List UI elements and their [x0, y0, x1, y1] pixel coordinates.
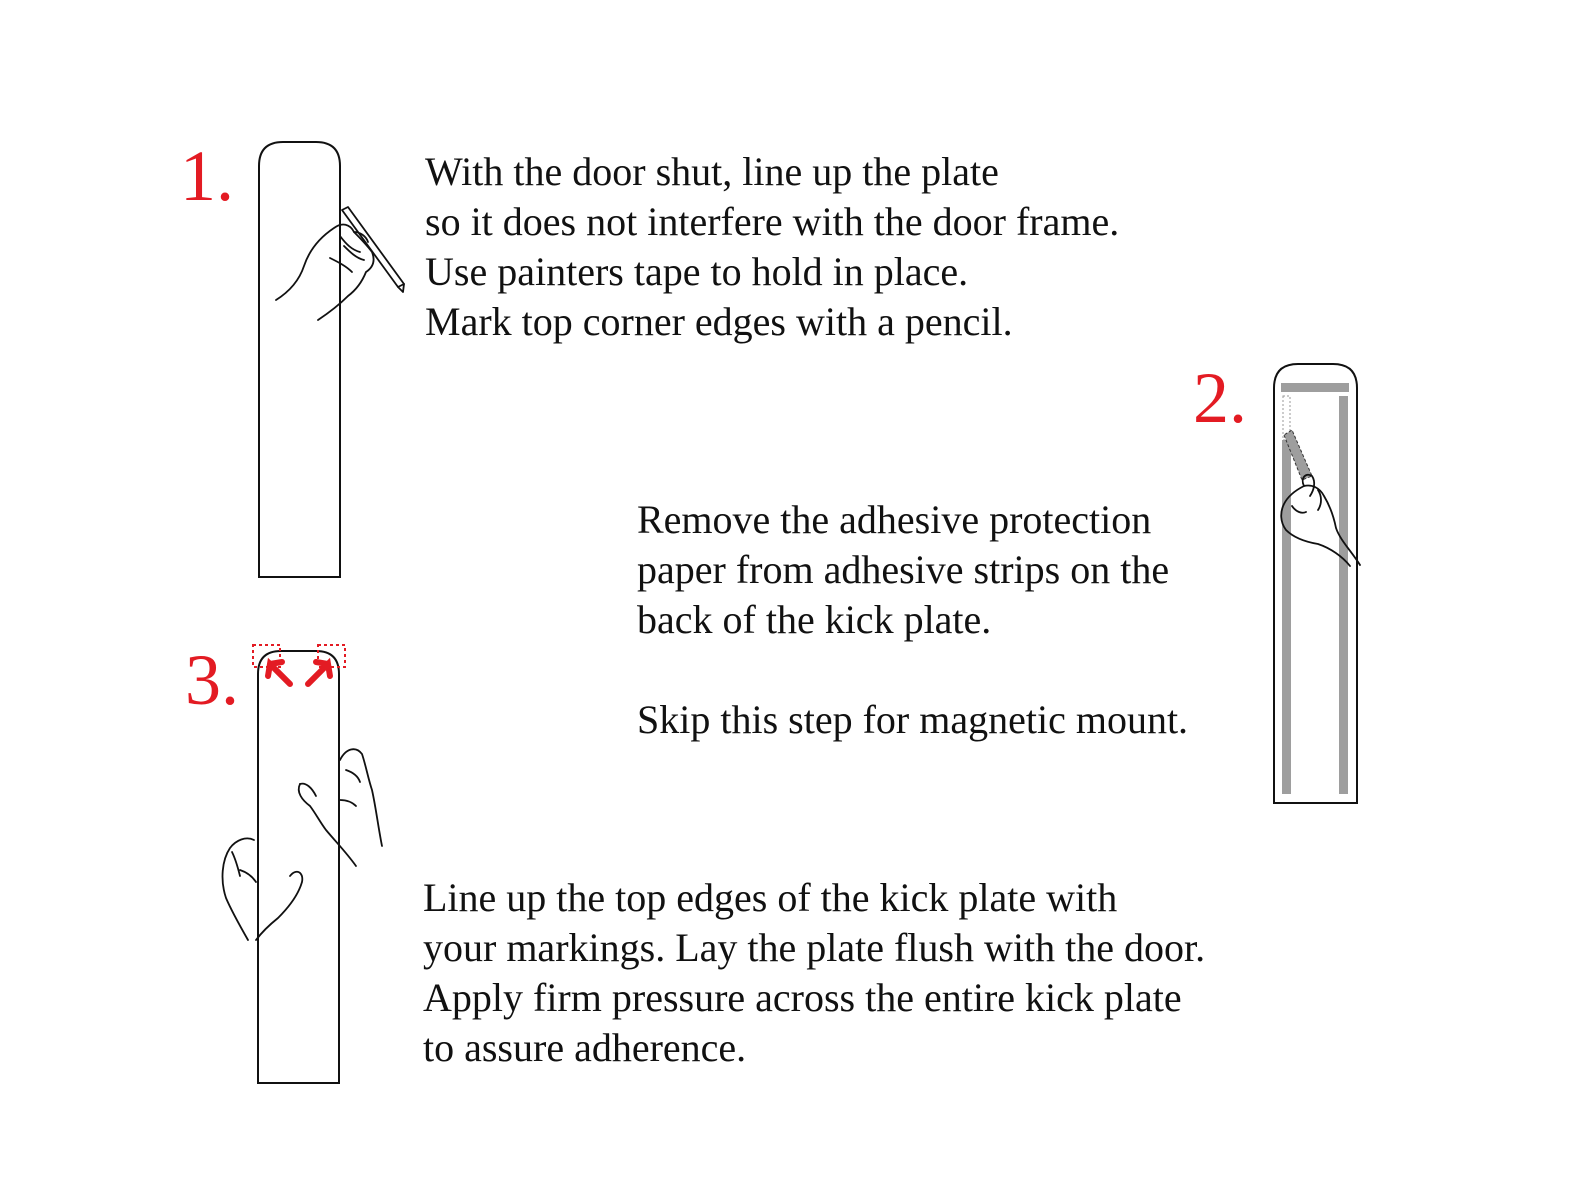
- step2-instructions: [637, 495, 1188, 745]
- adhesive-strip-left: [1282, 440, 1291, 794]
- step-number-3: 3.: [185, 640, 239, 720]
- step1-line: Use painters tape to hold in place.: [425, 249, 969, 294]
- step1-line: so it does not interfere with the door frame.: [425, 199, 1120, 244]
- hand-peeling-icon: [1281, 475, 1360, 566]
- step3-line: Apply firm pressure across the entire kick plate: [423, 975, 1182, 1020]
- step1-line: Mark top corner edges with a pencil.: [425, 299, 1013, 344]
- step3-plate: [258, 651, 339, 1083]
- adhesive-strip-right: [1339, 396, 1348, 794]
- step2-line: Skip this step for magnetic mount.: [637, 697, 1189, 742]
- step3-line: Line up the top edges of the kick plate with: [423, 875, 1118, 920]
- step-number-2: 2.: [1193, 358, 1247, 438]
- step2-line: paper from adhesive strips on the: [637, 547, 1170, 592]
- step2-line: Remove the adhesive protection: [637, 497, 1152, 542]
- step3-instructions: [423, 873, 1205, 1073]
- step-number-1: 1.: [180, 136, 234, 216]
- step3-line: your markings. Lay the plate flush with the door.: [423, 925, 1206, 970]
- adhesive-strip-top: [1281, 383, 1349, 392]
- step2-blank-line: [637, 645, 1188, 695]
- step2-line: back of the kick plate.: [637, 597, 992, 642]
- pressing-hands-icon: [223, 749, 382, 940]
- step1-line: With the door shut, line up the plate: [425, 149, 999, 194]
- step1-instructions: [425, 147, 1119, 347]
- kick-plate-back-with-strips: [1274, 364, 1357, 803]
- step1-plate: [259, 142, 340, 577]
- step3-line: to assure adherence.: [423, 1025, 747, 1070]
